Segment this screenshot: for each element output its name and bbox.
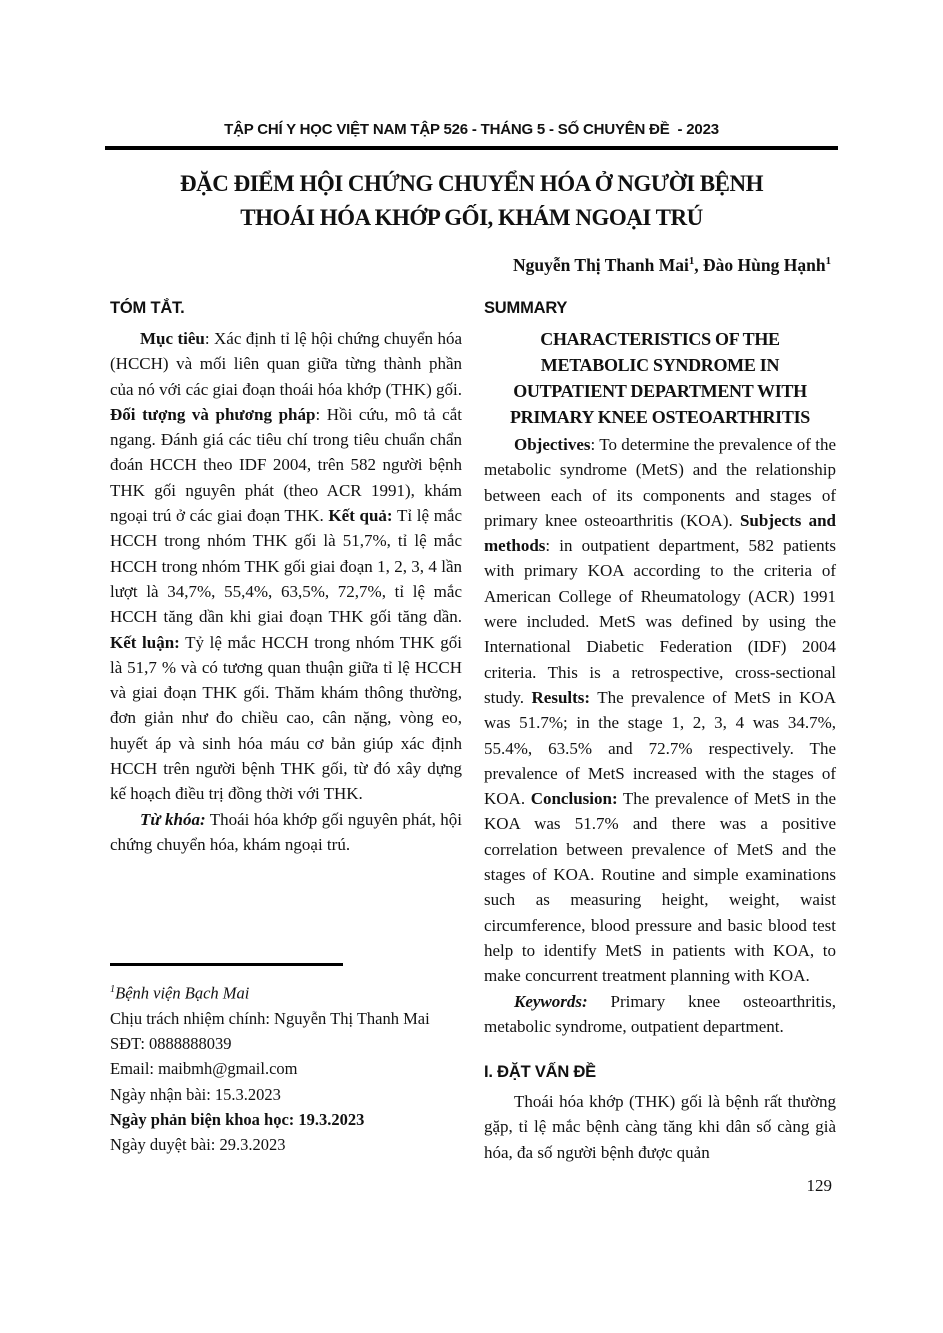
article-title-line-2: THOÁI HÓA KHỚP GỐI, KHÁM NGOẠI TRÚ (240, 205, 703, 230)
summary-heading: SUMMARY (484, 299, 568, 317)
footnote-block (110, 963, 462, 1158)
footnote-affiliation: $^1$Bệnh viện Bạch Mai (110, 983, 250, 1003)
article-title (0, 167, 943, 235)
summary-title-line-2: METABOLIC SYNDROME IN (540, 355, 780, 375)
page-number: 129 (806, 1176, 832, 1195)
summary-title-line-1: CHARACTERISTICS OF THE (540, 329, 780, 349)
abstract-keywords-paragraph: Từ khóa: Thoái hóa khớp gối nguyên phát, hội chứng chuyển hóa, khám ngoại trú. (110, 809, 462, 854)
abstract-heading: TÓM TẮT. (110, 299, 185, 317)
footnote-phone: SĐT: 0888888039 (110, 1034, 232, 1054)
abstract-paragraph: Mục tiêu: Xác định tỉ lệ hội chứng chuyển hóa (HCCH) và mối liên quan giữa từng thành phần của nó với các giai đoạn thoái hóa khớp (THK) gối. Đối tượng và phương pháp: Hồi cứu, mô tả cắt ngang. Đánh giá các tiêu chí trong tiêu chuẩn chẩn đoán HCCH theo IDF 2004, trên 582 người bệnh THK gối nguyên phát (theo ACR 1991), khám ngoại trú ở các giai đoạn THK. Kết quả: Tỉ lệ mắc HCCH trong nhóm THK gối là 51,7%, tỉ lệ mắc HCCH trong nhóm THK gối giai đoạn 1, 2, 3, 4 lần lượt là 34,7%, 55,4%, 63,5%, 72,7%, tỉ lệ mắc HCCH tăng dần khi giai đoạn THK gối tăng dần. Kết luận: Tỷ lệ mắc HCCH trong nhóm THK gối là 51,7 % và có tương quan thuận giữa tỉ lệ HCCH và giai đoạn THK gối. Thăm khám thông thường, đơn giản như đo chiều cao, cân nặng, vòng eo, huyết áp và sinh hóa máu cơ bản giúp xác định HCCH trên người bệnh THK gối, từ đó xây dựng kế hoạch điều trị đồng thời với THK. (110, 329, 463, 804)
footnote-email: Email: maibmh@gmail.com (110, 1059, 298, 1079)
intro-paragraph: Thoái hóa khớp (THK) gối là bệnh rất thường gặp, tỉ lệ mắc bệnh càng tăng khi dân số càng già hóa, đa số người bệnh được quản (484, 1092, 836, 1162)
column-right (484, 297, 836, 1165)
summary-title-line-4: PRIMARY KNEE OSTEOARTHRITIS (509, 407, 811, 427)
summary-title-line-3: OUTPATIENT DEPARTMENT WITH (513, 381, 807, 401)
summary-keywords-paragraph: Keywords: Primary knee osteoarthritis, metabolic syndrome, outpatient department. (484, 991, 836, 1036)
footnote-corresponding: Chịu trách nhiệm chính: Nguyễn Thị Thanh Mai (110, 1008, 430, 1028)
footnote-accepted-date: Ngày duyệt bài: 29.3.2023 (110, 1135, 286, 1155)
authors-line: Nguyễn Thị Thanh Mai$^1$, Đào Hùng Hạnh$^1$ (512, 255, 831, 275)
intro-section-heading: I. ĐẶT VẤN ĐỀ (484, 1063, 596, 1082)
summary-title (484, 326, 836, 430)
column-left (110, 297, 462, 857)
journal-header: TẬP CHÍ Y HỌC VIỆT NAM TẬP 526 - THÁNG 5 - SỐ CHUYÊN ĐỀ - 2023 (224, 121, 719, 138)
article-title-line-1: ĐẶC ĐIỂM HỘI CHỨNG CHUYỂN HÓA Ở NGƯỜI BỆNH (180, 171, 763, 196)
footnote-received-date: Ngày nhận bài: 15.3.2023 (110, 1084, 281, 1104)
footnote-review-date: Ngày phản biện khoa học: 19.3.2023 (110, 1109, 365, 1129)
footnote-rule (110, 963, 343, 966)
summary-paragraph: Objectives: To determine the prevalence of the metabolic syndrome (MetS) and the relationship between each of its components and stages of primary knee osteoarthritis (KOA). Subjects and methods: in outpatient department, 582 patients with primary KOA according to the criteria of American College of Rheumatology (ACR) 1991 were included. MetS was defined by using the International Diabetic Federation (IDF) 2004 criteria. This is a retrospective, cross-sectional study. Results: The prevalence of MetS in KOA was 51.7%; in the stage 1, 2, 3, 4 was 34.7%, 55.4%, 63.5% and 72.7% respectively. The prevalence of MetS increased with the stages of KOA. Conclusion: The prevalence of MetS in the KOA was 51.7% and there was a positive correlation between prevalence of MetS and the stages of KOA. Routine and simple examinations such as measuring height, weight, waist circumference, blood pressure and basic blood test help to identify MetS in patients with KOA, to make concurrent treatment planning with KOA. (484, 435, 836, 986)
header-rule (105, 146, 838, 150)
